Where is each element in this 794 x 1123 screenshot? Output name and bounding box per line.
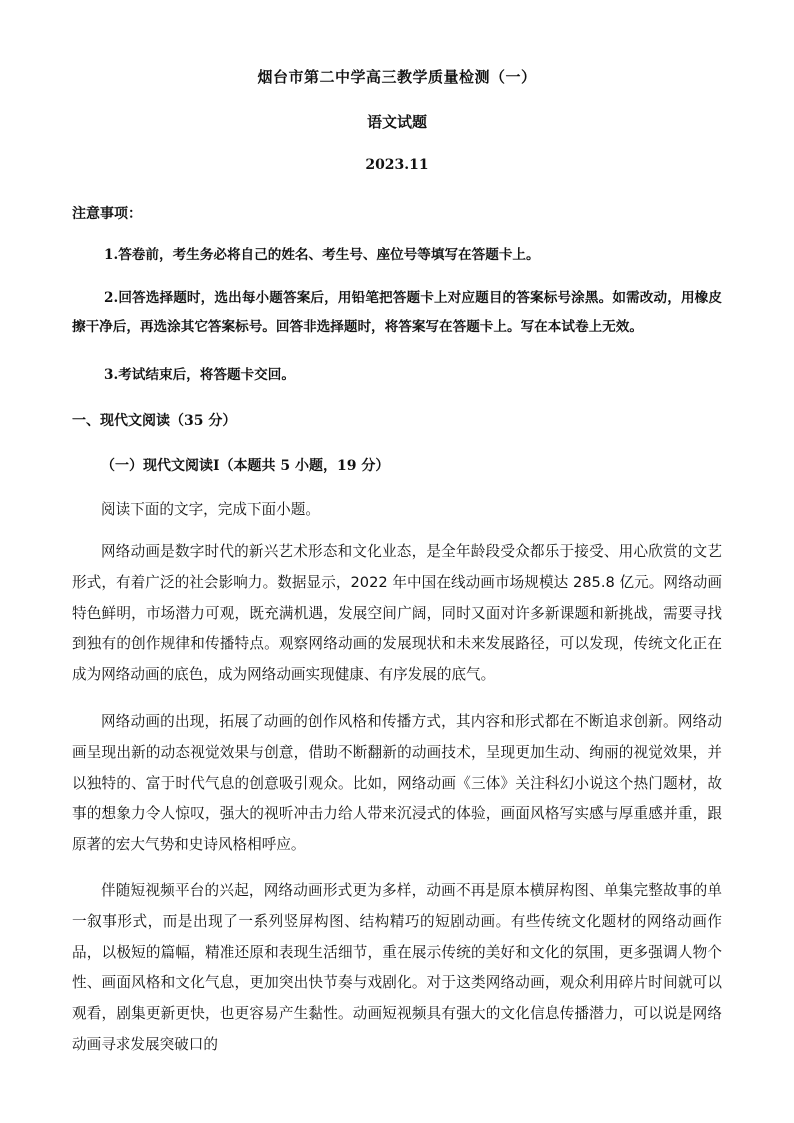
section-heading: 一、现代文阅读（35 分）	[72, 413, 237, 429]
notice-item-2: 2.回答选择题时，选出每小题答案后，用铅笔把答题卡上对应题目的答案标号涂黑。如需改动，用橡皮擦干净后，再选涂其它答案标号。回答非选择题时，将答案写在答题卡上。写在本试卷上无效。	[72, 290, 722, 335]
notice-item-3: 3.考试结束后，将答题卡交回。	[104, 367, 295, 383]
exam-title: 烟台市第二中学高三教学质量检测（一）	[257, 68, 537, 86]
reading-paragraph-3: 伴随短视频平台的兴起，网络动画形式更为多样，动画不再是原本横屏构图、单集完整故事的单一叙事形式，而是出现了一系列竖屏构图、结构精巧的短剧动画。有些传统文化题材的网络动画作品，以极短的篇幅，精准还原和表现生活细节，重在展示传统的美好和文化的氛围，更多强调人物个性、画面风格和文化气息，更加突出快节奏与戏剧化。对于这类网络动画，观众利用碎片时间就可以观看，剧集更新更快，也更容易产生黏性。动画短视频具有强大的文化信息传播潜力，可以说是网络动画寻求发展突破口的	[72, 882, 722, 1053]
section-subheading: （一）现代文阅读Ⅰ（本题共 5 小题，19 分）	[101, 458, 390, 474]
reading-instruction: 阅读下面的文字，完成下面小题。	[101, 501, 320, 518]
notice-item-1: 1.答卷前，考生务必将自己的姓名、考生号、座位号等填写在答题卡上。	[104, 247, 540, 263]
exam-subject: 语文试题	[366, 113, 427, 131]
reading-paragraph-2: 网络动画的出现，拓展了动画的创作风格和传播方式，其内容和形式都在不断追求创新。网络动画呈现出新的动态视觉效果与创意，借助不断翻新的动画技术，呈现更加生动、绚丽的视觉效果，并以独特的、富于时代气息的创意吸引观众。比如，网络动画《三体》关注科幻小说这个热门题材，故事的想象力令人惊叹，强大的视听冲击力给人带来沉浸式的体验，画面风格写实感与厚重感并重，跟原著的宏大气势和史诗风格相呼应。	[72, 713, 722, 854]
exam-date: 2023.11	[365, 157, 429, 173]
notice-heading: 注意事项：	[72, 206, 142, 222]
reading-paragraph-1: 网络动画是数字时代的新兴艺术形态和文化业态，是全年龄段受众都乐于接受、用心欣赏的文艺形式，有着广泛的社会影响力。数据显示，2022 年中国在线动画市场规模达 285.8 亿元。网络动画特色鲜明，市场潜力可观，既充满机遇，发展空间广阔，同时又面对许多新课题和新挑战，需要寻找到独有的创作规律和传播特点。观察网络动画的发展现状和未来发展路径，可以发现，传统文化正在成为网络动画的底色，成为网络动画实现健康、有序发展的底气。	[72, 543, 722, 684]
